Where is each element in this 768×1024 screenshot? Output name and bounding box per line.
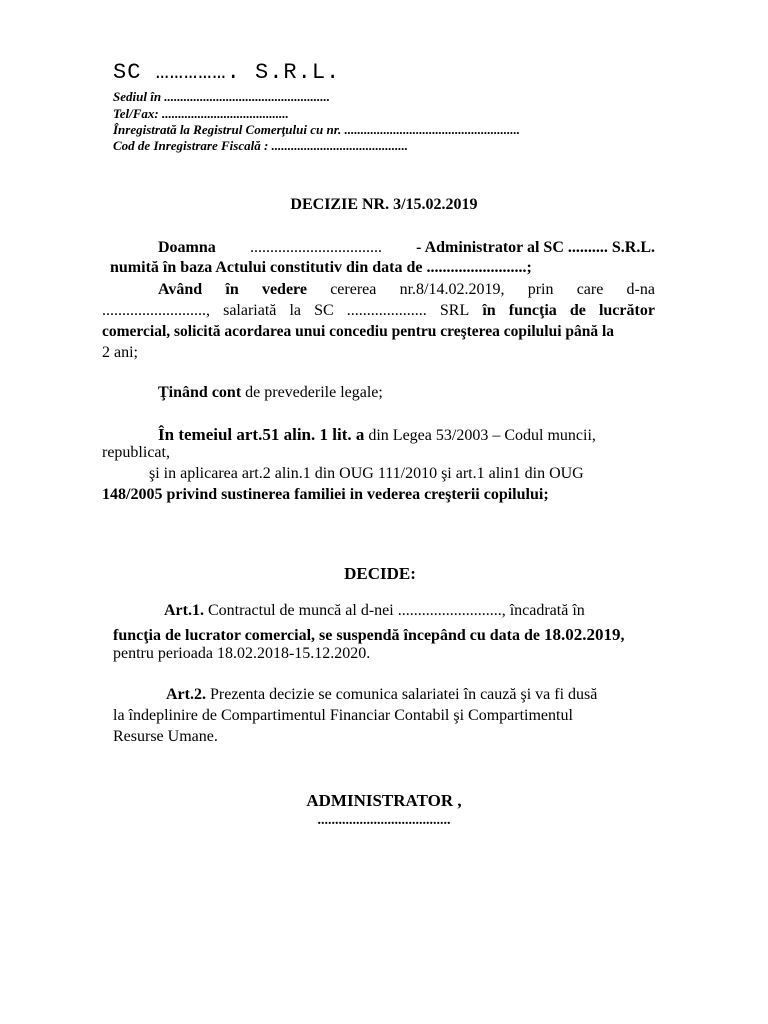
company-name: SC ……………. S.R.L. — [113, 60, 341, 85]
para-temeiul-line3: şi in aplicarea art.2 alin.1 din OUG 111/2010 şi art.1 alin1 din OUG — [149, 465, 584, 482]
word: la — [289, 302, 302, 319]
signature-title: ADMINISTRATOR , — [306, 791, 462, 810]
decision-title: DECIZIE NR. 3/15.02.2019 — [290, 196, 478, 213]
word: nr.8/14.02.2019, — [399, 281, 505, 298]
word: .................... — [346, 302, 427, 319]
word: prin — [527, 281, 554, 298]
word: în — [225, 281, 239, 298]
art1-date: 18.02.2019 — [543, 625, 621, 644]
address-line: Sediul în ................................................... — [113, 89, 331, 104]
art1-l2-text: funcţia de lucrator comercial, se suspendă începând cu data de — [113, 627, 544, 644]
word: SRL — [439, 302, 470, 319]
tinand-rest: de prevederile legale; — [241, 384, 383, 401]
word: salariată — [223, 302, 277, 319]
word: de — [569, 302, 586, 319]
word: funcţia — [508, 302, 557, 319]
tinand-bold: Ţinând cont — [158, 384, 242, 401]
para-doamna-line2: numită în baza Actului constitutiv din data de .........................; — [110, 259, 532, 276]
art2-line3: Resurse Umane. — [113, 728, 218, 745]
word: .........................., — [102, 302, 210, 319]
para-tinand — [158, 384, 383, 402]
para-doamna-line1 — [158, 239, 655, 257]
telfax-line: Tel/Fax: ....................................... — [113, 106, 289, 121]
word: SC — [314, 302, 334, 319]
word: vedere — [261, 281, 307, 298]
para-avand-line1 — [158, 281, 655, 299]
para-avand-line3: comercial, solicită acordarea unui concediu pentru creşterea copilului până la — [102, 323, 615, 340]
word: Având — [158, 281, 203, 298]
art2-text: Prezenta decizie se comunica salariatei în cauză şi va fi dusă — [205, 686, 598, 703]
doamna-dots: ................................. — [249, 239, 382, 256]
art2-line2: la îndeplinire de Compartimentul Financiar Contabil şi Compartimentul — [113, 707, 573, 724]
art1-line3: pentru perioada 18.02.2018-15.12.2020. — [113, 645, 371, 662]
fiscal-code-line: Cod de Inregistrare Fiscală : .......................................... — [113, 138, 409, 153]
word: lucrător — [598, 302, 655, 319]
art1-text: Contractul de muncă al d-nei .........................., încadrată în — [203, 602, 585, 619]
art1-line1 — [164, 602, 585, 620]
para-temeiul-line2: republicat, — [102, 444, 170, 461]
registry-line: Înregistrată la Registrul Comerţului cu nr. ...................................................... — [113, 122, 521, 137]
art1-line2 — [113, 625, 624, 645]
admin-text: - Administrator al SC .......... S.R.L. — [416, 239, 655, 256]
art1-label: Art.1. — [164, 602, 204, 619]
word: în — [482, 302, 496, 319]
word: cererea — [330, 281, 377, 298]
decide-heading: DECIDE: — [344, 564, 416, 583]
signature-line: ...................................... — [317, 813, 451, 828]
art2-label: Art.2. — [166, 686, 206, 703]
doamna-label: Doamna — [158, 239, 216, 256]
temeiul-bold: În temeiul art.51 alin. 1 lit. a — [158, 425, 365, 444]
art2-line1 — [166, 686, 597, 704]
art1-l2-end: , — [620, 627, 625, 644]
word: d-na — [626, 281, 655, 298]
word: care — [576, 281, 604, 298]
para-temeiul-line1 — [158, 425, 596, 445]
para-temeiul-line4: 148/2005 privind sustinerea familiei in vederea creşterii copilului; — [102, 486, 549, 503]
para-avand-line4: 2 ani; — [102, 344, 138, 361]
para-avand-line2 — [102, 302, 655, 320]
temeiul-rest: din Legea 53/2003 – Codul muncii, — [364, 427, 596, 444]
